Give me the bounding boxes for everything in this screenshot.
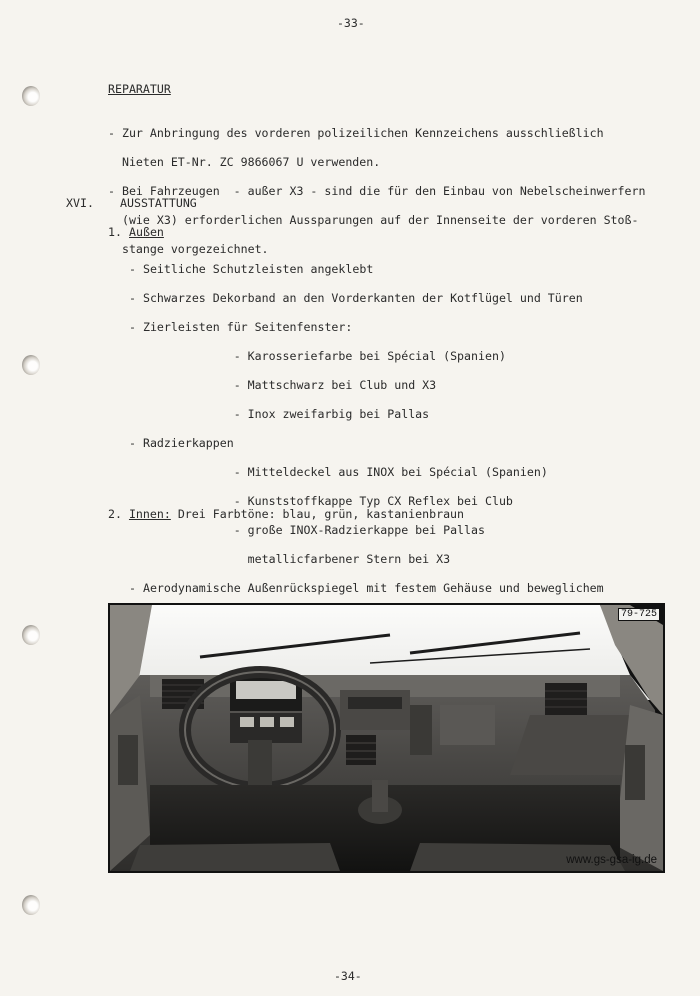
subsection-number: 2.	[108, 507, 122, 521]
text-line: - Zur Anbringung des vorderen polizeilichen Kennzeichens ausschließlich	[108, 125, 604, 140]
punch-hole	[22, 355, 40, 375]
punch-hole	[22, 895, 40, 915]
section-title: AUSSTATTUNG	[120, 196, 197, 210]
innen-text: Drei Farbtöne: blau, grün, kastanienbraun	[170, 507, 465, 521]
watermark-text: www.gs-gsa-ig.de	[566, 854, 657, 866]
list-item: - Aerodynamische Außenrückspiegel mit festem Gehäuse und beweglichem	[129, 580, 604, 595]
section-number: XVI.	[66, 196, 94, 210]
list-item: - Karosseriefarbe bei Spécial (Spanien)	[129, 348, 506, 363]
list-item: - Seitliche Schutzleisten angeklebt	[129, 261, 374, 276]
subsection-title-aussen: Außen	[129, 225, 164, 239]
reparatur-heading: REPARATUR	[108, 82, 171, 96]
punch-hole	[22, 86, 40, 106]
list-item: - große INOX-Radzierkappe bei Pallas	[129, 522, 485, 537]
figure-id-label: 79-725	[618, 608, 660, 621]
list-item: - Inox zweifarbig bei Pallas	[129, 406, 430, 421]
list-item: metallicfarbener Stern bei X3	[129, 551, 451, 566]
list-item: - Schwarzes Dekorband an den Vorderkanten der Kotflügel und Türen	[129, 290, 583, 305]
text-line: Nieten ET-Nr. ZC 9866067 U verwenden.	[108, 154, 381, 169]
subsection-number: 1.	[108, 225, 122, 239]
page-number-top: -33-	[337, 16, 365, 30]
dashboard-illustration	[110, 605, 663, 871]
innen-line	[108, 507, 464, 522]
punch-hole	[22, 625, 40, 645]
page-number-bottom: -34-	[334, 969, 362, 983]
text-line: (wie X3) erforderlichen Aussparungen auf der Innenseite der vorderen Stoß-	[108, 212, 639, 227]
list-item: - Mattschwarz bei Club und X3	[129, 377, 437, 392]
list-item: - Zierleisten für Seitenfenster:	[129, 319, 353, 334]
text-line: stange vorgezeichnet.	[108, 241, 269, 256]
dashboard-photo	[108, 603, 665, 873]
list-item: - Kunststoffkappe Typ CX Reflex bei Club	[129, 493, 513, 508]
list-item: - Mitteldeckel aus INOX bei Spécial (Spanien)	[129, 464, 548, 479]
text-line: - Bei Fahrzeugen - außer X3 - sind die für den Einbau von Nebelscheinwerfern	[108, 183, 646, 198]
list-item: - Radzierkappen	[129, 435, 234, 450]
subsection-title-innen: Innen:	[128, 507, 171, 521]
